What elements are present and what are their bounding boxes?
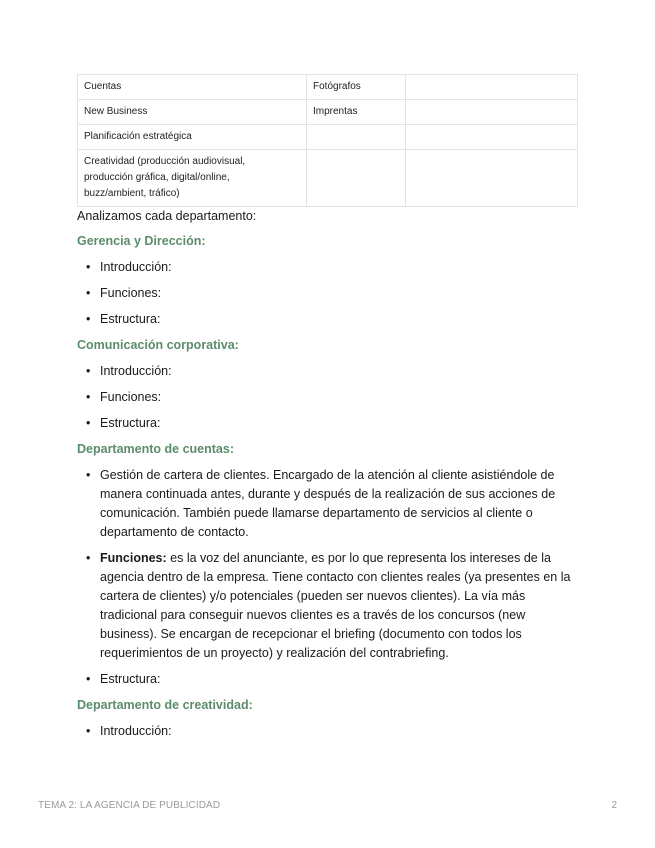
table-row [78, 150, 578, 207]
list-item-text: Gestión de cartera de clientes. Encargado de la atención al cliente asistiéndole de manera continuada antes, durante y después de la realización de sus acciones de comunicación. También puede llamarse departamento de servicios al cliente o departamento de contacto. [100, 468, 556, 539]
table-cell: Fotógrafos [307, 75, 406, 100]
list-item [77, 258, 577, 277]
list-item-text: Introducción: [100, 260, 172, 274]
table-cell-multiline: Creatividad (producción audiovisual, producción gráfica, digital/online, buzz/ambient, tráfico) [78, 150, 307, 207]
list-item [77, 388, 577, 407]
page-number: 2 [611, 800, 617, 811]
bullet-list [77, 722, 577, 741]
bullet-icon: • [86, 364, 91, 378]
section-heading-cuentas: Departamento de cuentas: [77, 442, 234, 456]
bullet-list [77, 362, 577, 433]
table-cell [406, 125, 578, 150]
list-item [77, 362, 577, 381]
list-item-text: es la voz del anunciante, es por lo que representa los intereses de la agencia dentro de la empresa. Tiene contacto con clientes reales (ya presentes en la cartera de clientes) y/o potenciales (pueden ser nuevos clientes). La vía más tradicional para conseguir nuevos clientes es a través de los concursos (new business). Se encargan de recepcionar el briefing (documento con todos los requerimientos de un proyecto) y realización del contrabriefing. [100, 551, 571, 660]
list-item-text: Funciones: [100, 286, 162, 300]
table-cell: Cuentas [78, 75, 307, 100]
bullet-icon: • [86, 551, 91, 565]
section-heading-comunicacion: Comunicación corporativa: [77, 338, 239, 352]
table-row [78, 125, 578, 150]
list-item [77, 466, 577, 542]
bullet-list [77, 258, 577, 329]
table-cell [307, 150, 406, 207]
bullet-list [77, 466, 577, 689]
bullet-icon: • [86, 468, 91, 482]
bullet-icon: • [86, 724, 91, 738]
list-item [77, 284, 577, 303]
departments-table [77, 74, 578, 207]
bullet-icon: • [86, 312, 91, 326]
table-cell [307, 125, 406, 150]
bullet-icon: • [86, 286, 91, 300]
list-item-bold-lead: Funciones: [100, 551, 167, 565]
list-item-text: Introducción: [100, 724, 172, 738]
list-item-text: Estructura: [100, 672, 161, 686]
table-cell [406, 150, 578, 207]
list-item [77, 310, 577, 329]
section-heading-gerencia: Gerencia y Dirección: [77, 234, 206, 248]
bullet-icon: • [86, 390, 91, 404]
bullet-icon: • [86, 260, 91, 274]
list-item [77, 722, 577, 741]
list-item [77, 549, 577, 663]
table-cell: New Business [78, 100, 307, 125]
footer-title: TEMA 2: LA AGENCIA DE PUBLICIDAD [38, 800, 221, 811]
section-heading-creatividad: Departamento de creatividad: [77, 698, 253, 712]
list-item-text: Estructura: [100, 416, 161, 430]
list-item [77, 670, 577, 689]
table-row [78, 75, 578, 100]
intro-paragraph: Analizamos cada departamento: [77, 209, 257, 223]
document-body [77, 207, 577, 748]
list-item-text: Introducción: [100, 364, 172, 378]
list-item-text: Estructura: [100, 312, 161, 326]
table-row [78, 100, 578, 125]
table-cell [406, 100, 578, 125]
bullet-icon: • [86, 416, 91, 430]
list-item-text: Funciones: [100, 390, 162, 404]
bullet-icon: • [86, 672, 91, 686]
table-cell: Planificación estratégica [78, 125, 307, 150]
table-cell [406, 75, 578, 100]
table-cell: Imprentas [307, 100, 406, 125]
list-item [77, 414, 577, 433]
